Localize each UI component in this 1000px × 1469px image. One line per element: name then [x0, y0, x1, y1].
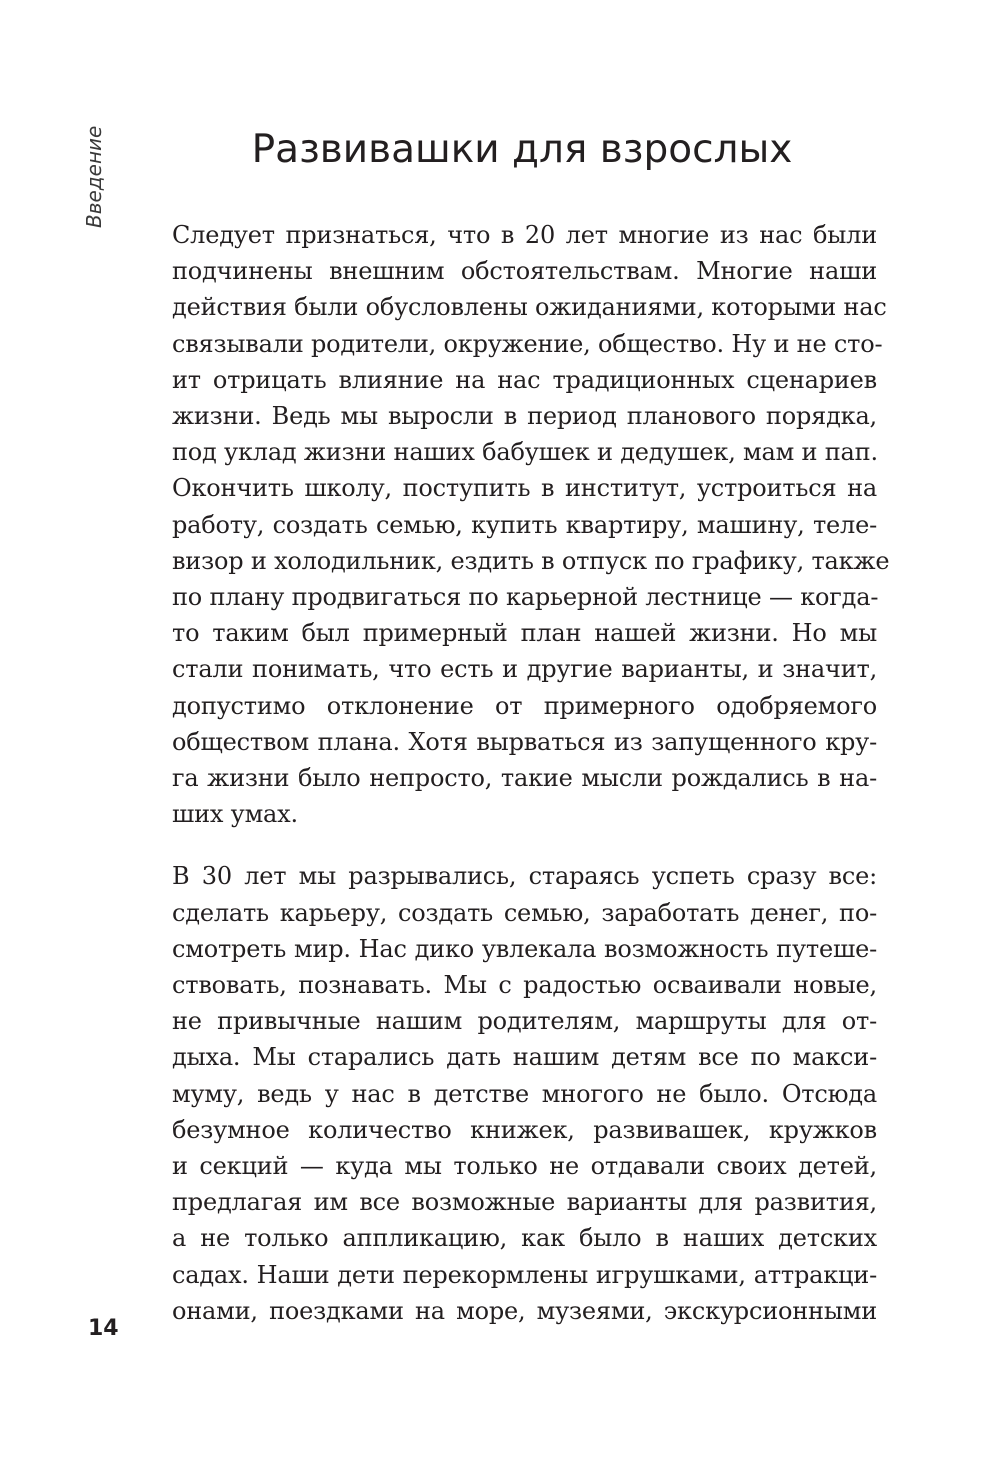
- text-line: визор и холодильник, ездить в отпуск по графику, также: [172, 546, 890, 575]
- running-head-text: Введение: [82, 125, 106, 228]
- text-line: ствовать, познавать. Мы с радостью осваивали новые,: [172, 971, 877, 1000]
- text-line: под уклад жизни наших бабушек и дедушек, мам и пап.: [172, 438, 878, 467]
- text-line: смотреть мир. Нас дико увлекала возможность путеше-: [172, 934, 877, 963]
- text-line: дыха. Мы старались дать нашим детям все по макси-: [172, 1043, 877, 1072]
- text-line: жизни. Ведь мы выросли в период планового порядка,: [172, 402, 877, 431]
- chapter-title: Развивашки для взрослых: [251, 127, 793, 172]
- text-line: муму, ведь у нас в детстве многого не было. Отсюда: [172, 1079, 877, 1108]
- text-line: ит отрицать влияние на нас традиционных сценариев: [172, 365, 877, 394]
- text-line: связывали родители, окружение, общество. Ну и не сто-: [172, 329, 883, 358]
- paragraph-1: [172, 217, 890, 832]
- text-line: онами, поездками на море, музеями, экскурсионными: [172, 1296, 877, 1325]
- text-line: действия были обусловлены ожиданиями, которыми нас: [172, 293, 887, 322]
- text-line: В 30 лет мы разрывались, стараясь успеть сразу все:: [172, 862, 877, 891]
- text-line: предлагая им все возможные варианты для развития,: [172, 1188, 877, 1217]
- body-text: [172, 217, 890, 1329]
- running-head: [80, 125, 110, 230]
- text-line: Окончить школу, поступить в институт, устроиться на: [172, 474, 877, 503]
- text-line: га жизни было непросто, такие мысли рождались в на-: [172, 764, 877, 793]
- text-line: обществом плана. Хотя вырваться из запущенного кру-: [172, 727, 877, 756]
- text-line: ших умах.: [172, 800, 298, 829]
- text-line: допустимо отклонение от примерного одобряемого: [172, 691, 877, 720]
- text-line: и секций — куда мы только не отдавали своих детей,: [172, 1152, 877, 1181]
- text-line: по плану продвигаться по карьерной лестнице — когда-: [172, 583, 879, 612]
- text-line: работу, создать семью, купить квартиру, машину, теле-: [172, 510, 877, 539]
- text-line: садах. Наши дети перекормлены игрушками, аттракци-: [172, 1260, 877, 1289]
- text-line: а не только аппликацию, как было в наших детских: [172, 1224, 877, 1253]
- text-line: безумное количество книжек, развивашек, кружков: [172, 1115, 877, 1144]
- text-line: Следует признаться, что в 20 лет многие из нас были: [172, 221, 877, 249]
- text-line: не привычные нашим родителям, маршруты для от-: [172, 1007, 877, 1036]
- text-line: то таким был примерный план нашей жизни. Но мы: [172, 619, 877, 648]
- page-number: 14: [88, 1316, 119, 1341]
- text-line: подчинены внешним обстоятельствам. Многие наши: [172, 257, 877, 286]
- paragraph-2: [172, 858, 877, 1329]
- text-line: стали понимать, что есть и другие варианты, и значит,: [172, 655, 877, 684]
- text-line: сделать карьеру, создать семью, заработать денег, по-: [172, 898, 877, 927]
